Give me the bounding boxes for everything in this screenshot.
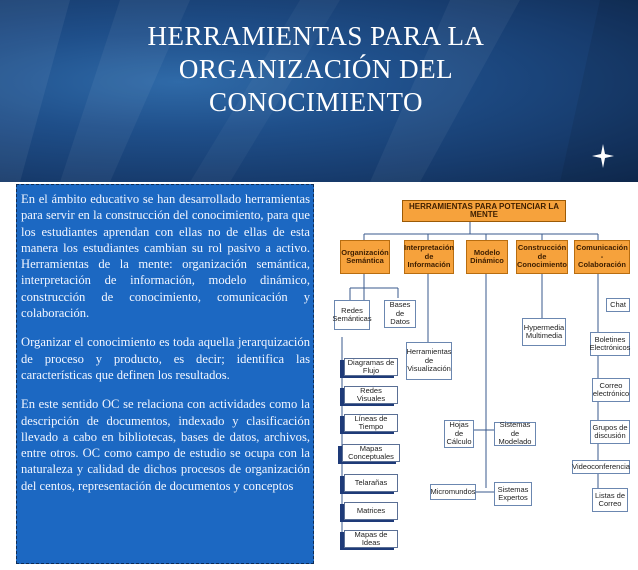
node-videoconferencia: Videoconferencia xyxy=(572,460,630,474)
node-correo: Correo electrónico xyxy=(592,378,630,402)
paragraph-3: En este sentido OC se relaciona con actividades como la descripción de documentos, indexado y clasificación llevado a cabo en bibliotecas, bases de datos, archivos, entre otros. OC como campo de estudio se ocupa con la naturaleza y calidad de dichos procesos de organización del centos, representación de documentos y conceptos xyxy=(21,397,310,493)
node-mapas-conceptuales: Mapas Conceptuales xyxy=(342,444,400,462)
node-chat: Chat xyxy=(606,298,630,312)
node-diagramas-flujo: Diagramas de Flujo xyxy=(344,358,398,376)
node-matrices: Matrices xyxy=(344,502,398,520)
node-hypermedia: Hypermedia Multimedia xyxy=(522,318,566,346)
node-redes-visuales: Redes Visuales xyxy=(344,386,398,404)
node-boletines: Boletines Electrónicos xyxy=(590,332,630,356)
title-banner xyxy=(0,0,638,182)
node-telaranas: Telarañas xyxy=(344,474,398,492)
paragraph-1: En el ámbito educativo se han desarrollado herramientas para servir en la construcción del conocimiento, para que los estudiantes aprendan con ellas no de ellas de esta manera los estudiantes cambian su rol pasivo a activo. Herramientas de la mente: organización semántica, interpretación de información, modelo dinámico, construcción de conocimiento, comunicación y colaboración. xyxy=(21,192,310,321)
node-bases-datos: Bases de Datos xyxy=(384,300,416,328)
category-interpretation: Interpretación de Información xyxy=(404,240,454,274)
paragraph-2: Organizar el conocimiento es toda aquella jerarquización de proceso y producto, es decir; identifica las características que definen los resultados. xyxy=(21,335,310,382)
node-listas-correo: Listas de Correo xyxy=(592,488,628,512)
diagram-root: HERRAMIENTAS PARA POTENCIAR LA MENTE xyxy=(402,200,566,222)
description-textbox xyxy=(16,184,314,564)
sparkle-icon xyxy=(592,144,614,168)
title-line-3: CONOCIMIENTO xyxy=(209,87,423,117)
node-mapas-ideas: Mapas de Ideas xyxy=(344,530,398,548)
node-sistemas-modelado: Sistemas de Modelado xyxy=(494,422,536,446)
category-communication: Comunicación - Colaboración xyxy=(574,240,630,274)
node-sistemas-expertos: Sistemas Expertos xyxy=(494,482,532,506)
title-line-1: HERRAMIENTAS PARA LA xyxy=(147,21,485,51)
category-knowledge-construction: Construcción de Conocimiento xyxy=(516,240,568,274)
category-semantic: Organización Semántica xyxy=(340,240,390,274)
mind-tools-diagram xyxy=(334,192,634,564)
page-title xyxy=(96,20,536,119)
node-grupos-discusion: Grupos de discusión xyxy=(590,420,630,444)
title-line-2: ORGANIZACIÓN DEL xyxy=(178,54,454,84)
node-hojas-calculo: Hojas de Cálculo xyxy=(444,420,474,448)
category-dynamic-model: Modelo Dinámico xyxy=(466,240,508,274)
node-herramientas-visualizacion: Herramientas de Visualización xyxy=(406,342,452,380)
node-redes-semanticas: Redes Semánticas xyxy=(334,300,370,330)
node-micromundos: Micromundos xyxy=(430,484,476,500)
node-lineas-tiempo: Líneas de Tiempo xyxy=(344,414,398,432)
